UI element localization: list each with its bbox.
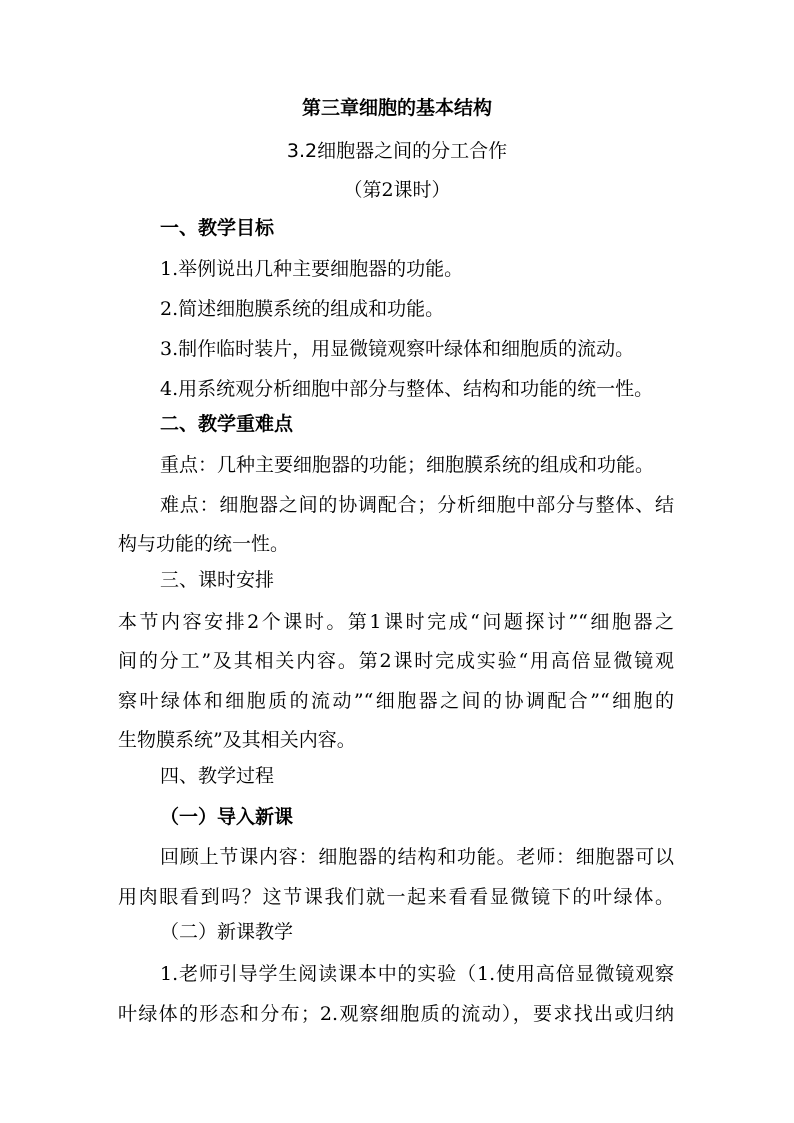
schedule-line: 察叶绿体和细胞质的流动”“细胞器之间的协调配合”“细胞的 [118, 690, 674, 712]
objective-item: 4.用系统观分析细胞中部分与整体、结构和功能的统一性。 [160, 378, 654, 400]
schedule-line: 间的分工”及其相关内容。第2课时完成实验“用高倍显微镜观 [118, 650, 674, 672]
chapter-title: 第三章细胞的基本结构 [301, 97, 492, 119]
teaching-heading: （二）新课教学 [160, 921, 294, 943]
process-heading: 四、教学过程 [160, 765, 275, 787]
schedule-line: 生物膜系统”及其相关内容。 [118, 729, 356, 751]
objective-item: 2.简述细胞膜系统的组成和功能。 [160, 298, 445, 320]
intro-line: 回顾上节课内容：细胞器的结构和功能。老师：细胞器可以 [160, 846, 674, 868]
key-point-text: 重点：几种主要细胞器的功能；细胞膜系统的组成和功能。 [160, 454, 655, 476]
objective-item: 3.制作临时装片，用显微镜观察叶绿体和细胞质的流动。 [160, 338, 635, 360]
intro-heading: （一）导入新课 [160, 806, 294, 828]
section-title: 3.2细胞器之间的分工合作 [286, 140, 508, 162]
lesson-label: （第2课时） [343, 179, 451, 201]
difficulty-text-cont: 构与功能的统一性。 [118, 533, 290, 555]
key-points-heading: 二、教学重难点 [160, 413, 294, 435]
teaching-line: 1.老师引导学生阅读课本中的实验（1.使用高倍显微镜观察 [160, 963, 674, 985]
objective-item: 1.举例说出几种主要细胞器的功能。 [160, 258, 464, 280]
difficulty-text: 难点：细胞器之间的协调配合；分析细胞中部分与整体、结 [160, 494, 674, 516]
intro-line: 用肉眼看到吗？这节课我们就一起来看看显微镜下的叶绿体。 [118, 886, 674, 908]
teaching-line: 叶绿体的形态和分布；2.观察细胞质的流动），要求找出或归纳 [118, 1003, 674, 1025]
schedule-line: 本节内容安排2个课时。第1课时完成“问题探讨”“细胞器之 [118, 611, 674, 633]
schedule-heading: 三、课时安排 [160, 569, 275, 591]
objectives-heading: 一、教学目标 [160, 217, 275, 239]
